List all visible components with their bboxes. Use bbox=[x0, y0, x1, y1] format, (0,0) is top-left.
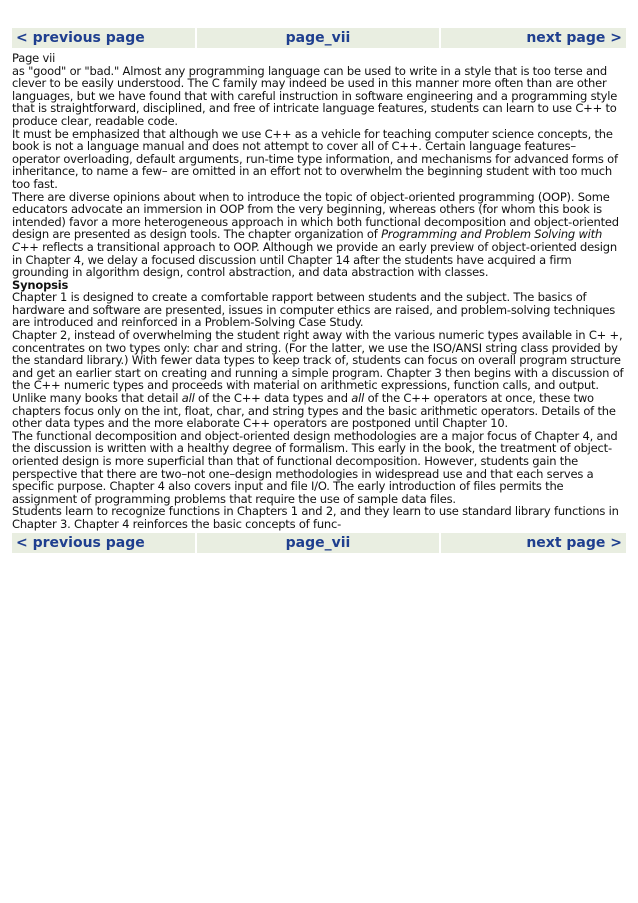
page-id-label: page_vii bbox=[285, 534, 351, 551]
bottom-page-id-cell bbox=[195, 533, 441, 553]
bottom-previous-cell bbox=[12, 533, 195, 553]
bottom-navigation-bar bbox=[12, 533, 626, 553]
page-id-label: page_vii bbox=[285, 30, 351, 46]
paragraph: as "good" or "bad." Almost any programming language can be used to write in a style that is too terse and clever to be easily understood. The C family may indeed be used in this manner more often than are other languages, but we have found that with careful instruction in software engineering and a programming style that is straightforward, disciplined, and free of intricate language features, students can learn to use C++ to produce clear, readable code. bbox=[12, 63, 618, 128]
page-label: Page vii bbox=[12, 51, 56, 65]
next-page-link[interactable]: next page > bbox=[526, 534, 622, 551]
document-page bbox=[12, 28, 626, 553]
previous-page-link[interactable]: < previous page bbox=[16, 30, 145, 46]
emphasis: all bbox=[351, 391, 365, 406]
top-navigation-bar bbox=[12, 28, 626, 48]
page-content bbox=[12, 48, 626, 533]
text-run: There are diverse opinions about when to introduce the topic of object-oriented programming (OOP). Some educators advocate an immersion in OOP from the very beginning, whereas others (for whom this book is intended) favor a more heterogeneous approach in which both functional decomposition and object-oriented design are presented as design tools. The chapter organization of bbox=[12, 189, 619, 242]
paragraph bbox=[12, 329, 626, 430]
text-run: of the C++ data types and bbox=[194, 391, 352, 406]
paragraph: Students learn to recognize functions in Chapters 1 and 2, and they learn to use standard library functions in Chapter 3. Chapter 4 reinforces the basic concepts of func- bbox=[12, 504, 619, 531]
text-run: of the C++ operators at once, these two chapters focus only on the int, float, char, and string types and the basic arithmetic operators. Details of the other data types and the more elaborate C++ operators are postponed until Chapter 10. bbox=[12, 391, 616, 431]
previous-page-link[interactable]: < previous page bbox=[16, 534, 145, 551]
bottom-next-cell bbox=[441, 533, 626, 553]
top-previous-cell bbox=[12, 28, 195, 48]
paragraph bbox=[12, 191, 626, 279]
section-heading: Synopsis bbox=[12, 277, 69, 292]
paragraph: It must be emphasized that although we use C++ as a vehicle for teaching computer science concepts, the book is not a language manual and does not attempt to cover all of C++. Certain language features– operator overloading, default arguments, run-time type information, and mechanisms for advanced forms of inheritance, to name a few– are omitted in an effort not to overwhelm the beginning student with too much too fast. bbox=[12, 126, 618, 191]
book-title: Programming and Problem Solving with C++ bbox=[12, 227, 603, 254]
paragraph: The functional decomposition and object-oriented design methodologies are a major focus of Chapter 4, and the discussion is written with a healthy degree of formalism. This early in the book, the treatment of object-oriented design is more superficial than that of functional decomposition. However, students gain the perspective that there are two–not one–design methodologies in widespread use and that each serves a specific purpose. Chapter 4 also covers input and file I/O. The early introduction of files permits the assignment of programming problems that require the use of sample data files. bbox=[12, 428, 618, 506]
emphasis: all bbox=[181, 391, 195, 406]
top-next-cell bbox=[441, 28, 626, 48]
text-run: reflects a transitional approach to OOP. Although we provide an early preview of object-oriented design in Chapter 4, we delay a focused discussion until Chapter 14 after the students have acquired a firm grounding in algorithm design, control abstraction, and data abstraction with classes. bbox=[12, 239, 617, 280]
paragraph: Chapter 1 is designed to create a comfortable rapport between students and the subject. The basics of hardware and software are presented, issues in computer ethics are raised, and problem-solving techniques are introduced and reinforced in a Problem-Solving Case Study. bbox=[12, 290, 616, 330]
next-page-link[interactable]: next page > bbox=[526, 30, 622, 46]
top-page-id-cell bbox=[195, 28, 441, 48]
text-run: Chapter 2, instead of overwhelming the student right away with the various numeric types available in C+ +, concentrates on two types only: char and string. (For the latter, we use the ISO/ANSI string class provided by the standard library.) With fewer data types to keep track of, students can focus on overall program structure and get an earlier start on creating and running a simple program. Chapter 3 then begins with a discussion of the C++ numeric types and proceeds with material on arithmetic expressions, function calls, and output. Unlike many books that detail bbox=[12, 328, 624, 406]
